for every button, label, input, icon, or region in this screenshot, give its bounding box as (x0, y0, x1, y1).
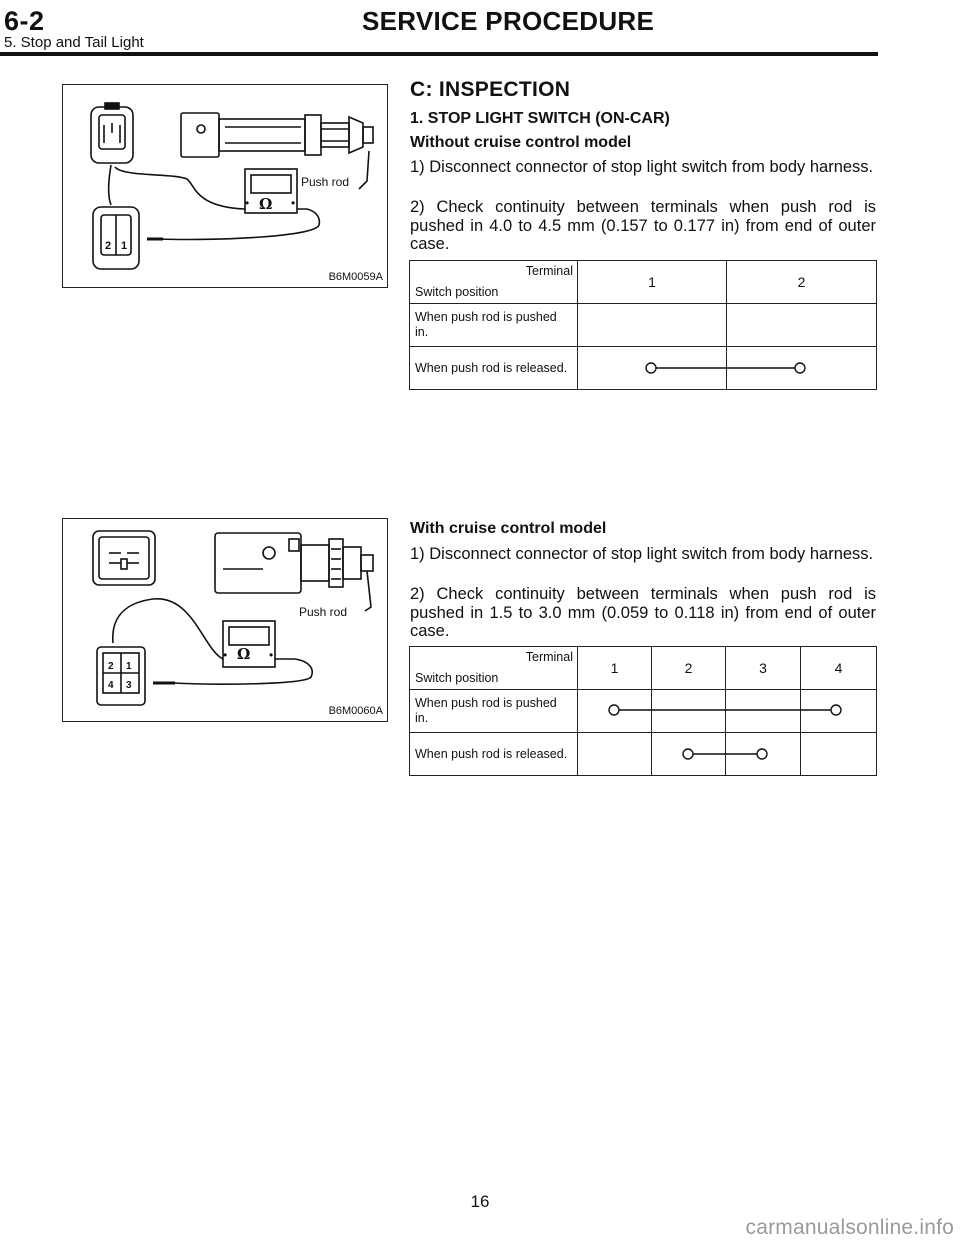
without-cruise-step-1: 1) Disconnect connector of stop light switch from body harness. (410, 158, 874, 176)
continuity-cell (578, 304, 727, 347)
svg-text:3: 3 (126, 680, 132, 691)
svg-text:Ω: Ω (259, 195, 273, 213)
stop-light-switch-heading: 1. STOP LIGHT SWITCH (ON-CAR) (410, 110, 670, 127)
header-rule (0, 52, 878, 56)
svg-text:Ω: Ω (237, 645, 251, 663)
with-cruise-step-1: 1) Disconnect connector of stop light switch from body harness. (410, 545, 874, 563)
terminal-number: 2 (727, 261, 877, 304)
page-subtitle: 5. Stop and Tail Light (4, 34, 144, 51)
switch-wiring-diagram (63, 519, 389, 723)
terminal-number: 1 (578, 647, 652, 690)
without-cruise-heading: Without cruise control model (410, 134, 632, 151)
page-title: SERVICE PROCEDURE (362, 6, 655, 36)
svg-text:4: 4 (108, 680, 114, 691)
push-rod-label: Push rod (299, 605, 348, 619)
svg-text:1: 1 (121, 240, 128, 252)
figure-code: B6M0060A (328, 705, 383, 717)
figure-switch-with-cruise (62, 518, 388, 722)
table-corner-cell (410, 261, 578, 304)
table-row (410, 733, 877, 776)
push-rod-label: Push rod (301, 175, 350, 189)
table-header-row (410, 647, 877, 690)
page-number: 16 (470, 1192, 490, 1211)
svg-text:•: • (245, 196, 250, 210)
row-label: When push rod is released. (410, 733, 578, 776)
svg-text:•: • (269, 648, 274, 662)
terminal-number: 3 (726, 647, 801, 690)
svg-text:•: • (223, 648, 228, 662)
watermark: carmanualsonline.info (745, 1216, 954, 1239)
switch-position-header: Switch position (415, 285, 499, 299)
table-row (410, 690, 877, 733)
inspection-heading: C: INSPECTION (410, 78, 571, 101)
figure-code: B6M0059A (328, 271, 383, 283)
row-label: When push rod is released. (410, 347, 578, 390)
switch-position-header: Switch position (415, 671, 499, 685)
row-label: When push rod is pushed in. (410, 304, 578, 347)
table-row (410, 347, 877, 390)
terminal-header: Terminal (525, 264, 573, 278)
table-header-row (410, 261, 877, 304)
row-label: When push rod is pushed in. (410, 690, 578, 733)
svg-text:1: 1 (126, 661, 132, 672)
continuity-table-without-cruise (409, 260, 877, 390)
svg-text:•: • (291, 196, 296, 210)
continuity-cell (578, 347, 727, 390)
continuity-cell (727, 347, 877, 390)
svg-text:2: 2 (105, 240, 112, 252)
continuity-cell (578, 733, 652, 776)
without-cruise-step-2: 2) Check continuity between terminals when push rod is pushed in 4.0 to 4.5 mm (0.157 to 0.177 in) from end of outer case. (410, 198, 876, 253)
terminal-number: 1 (578, 261, 727, 304)
terminal-number: 2 (652, 647, 726, 690)
continuity-cell (801, 733, 877, 776)
continuity-cell (652, 733, 726, 776)
with-cruise-heading: With cruise control model (410, 520, 607, 537)
table-corner-cell (410, 647, 578, 690)
section-number: 6-2 (4, 6, 45, 36)
continuity-cell (726, 733, 801, 776)
continuity-cell (726, 690, 801, 733)
continuity-cell (727, 304, 877, 347)
continuity-table-with-cruise (409, 646, 877, 776)
table-row (410, 304, 877, 347)
svg-text:2: 2 (108, 661, 114, 672)
continuity-cell (578, 690, 652, 733)
terminal-number: 4 (801, 647, 877, 690)
with-cruise-step-2: 2) Check continuity between terminals when push rod is pushed in 1.5 to 3.0 mm (0.059 to 0.118 in) from end of outer case. (410, 585, 876, 640)
figure-switch-without-cruise (62, 84, 388, 288)
terminal-header: Terminal (525, 650, 573, 664)
continuity-cell (801, 690, 877, 733)
continuity-cell (652, 690, 726, 733)
